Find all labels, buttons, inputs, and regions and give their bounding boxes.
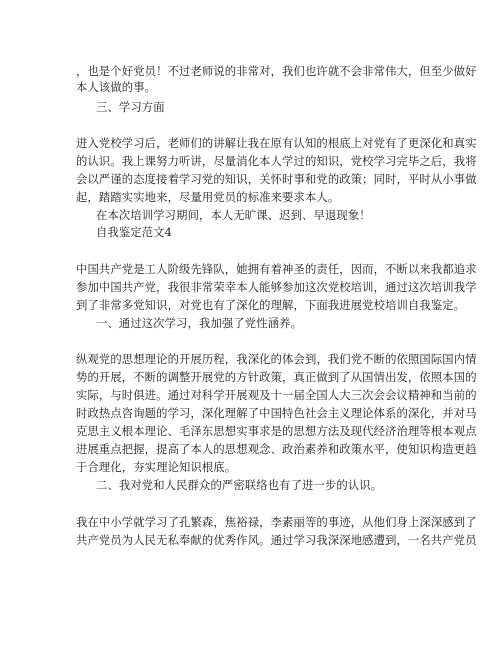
- section-heading: 三、学习方面: [96, 101, 165, 114]
- text-line: ，也是个好党员！不过老师说的非常对，我们也许就不会非常伟大，但至少做好: [76, 65, 477, 78]
- text-line: 时政热点咨询题的学习，深化理解了中国特色社会主义理论体系的深化，并对马: [76, 407, 477, 420]
- text-line: 克思主义根本理论、毛泽东思想实事求是的思想方法及现代经济治理等根本观点: [76, 425, 477, 438]
- text-line: 起，踏踏实实地来，尽量用党员的标准来要求本人。: [76, 191, 340, 204]
- text-line: 进入党校学习后，老师们的讲解让我在原有认知的根底上对党有了更深化和真实: [76, 137, 477, 150]
- text-line: 共产党员为人民无私奉献的优秀作风。通过学习我深深地感遭到，一名共产党员: [76, 534, 477, 547]
- text-line: 实际，与时俱进。通过对科学开展观及十一届全国人大三次会会议精神和当前的: [76, 389, 477, 402]
- text-line: 到了非常多党知识，对党也有了深化的理解，下面我进展党校培训自我鉴定。: [76, 299, 466, 312]
- text-line: 本人该做的事。: [76, 81, 157, 94]
- text-line: 我在中小学就学习了孔繁森，焦裕禄，李素丽等的事迹，从他们身上深深感到了: [76, 516, 477, 529]
- section-title: 自我鉴定范文4: [96, 226, 173, 239]
- text-line: 中国共产党是工人阶级先锋队，她拥有着神圣的责任，因而，不断以来我都追求: [76, 263, 477, 276]
- section-heading: 二、我对党和人民群众的严密联络也有了进一步的认识。: [96, 479, 383, 492]
- text-line: 参加中国共产党，我很非常荣幸本人能够参加这次党校培训，通过这次培训我学: [76, 281, 477, 294]
- text-line: 进展重点把握，提高了本人的思想观念、政治素养和政策水平，使知识构造更趋: [76, 443, 477, 456]
- text-line: 的认识。我上课努力听讲，尽量消化本人学过的知识，党校学习完毕之后，我将: [76, 155, 477, 168]
- text-line: 于合理化，夯实理论知识根底。: [76, 461, 237, 474]
- section-heading: 一、通过这次学习，我加强了党性涵养。: [96, 317, 303, 330]
- text-line: 势的开展，不断的调整开展党的方针政策，真正做到了从国情出发，依照本国的: [76, 371, 477, 384]
- text-line: 会以严谨的态度接着学习党的知识，关怀时事和党的政策；同时，平时从小事做: [76, 173, 477, 186]
- text-line: 纵观党的思想理论的开展历程，我深化的体会到，我们党不断的依照国际国内情: [76, 353, 477, 366]
- text-line: 在本次培训学习期间，本人无旷课、迟到、早退现象！: [96, 209, 371, 222]
